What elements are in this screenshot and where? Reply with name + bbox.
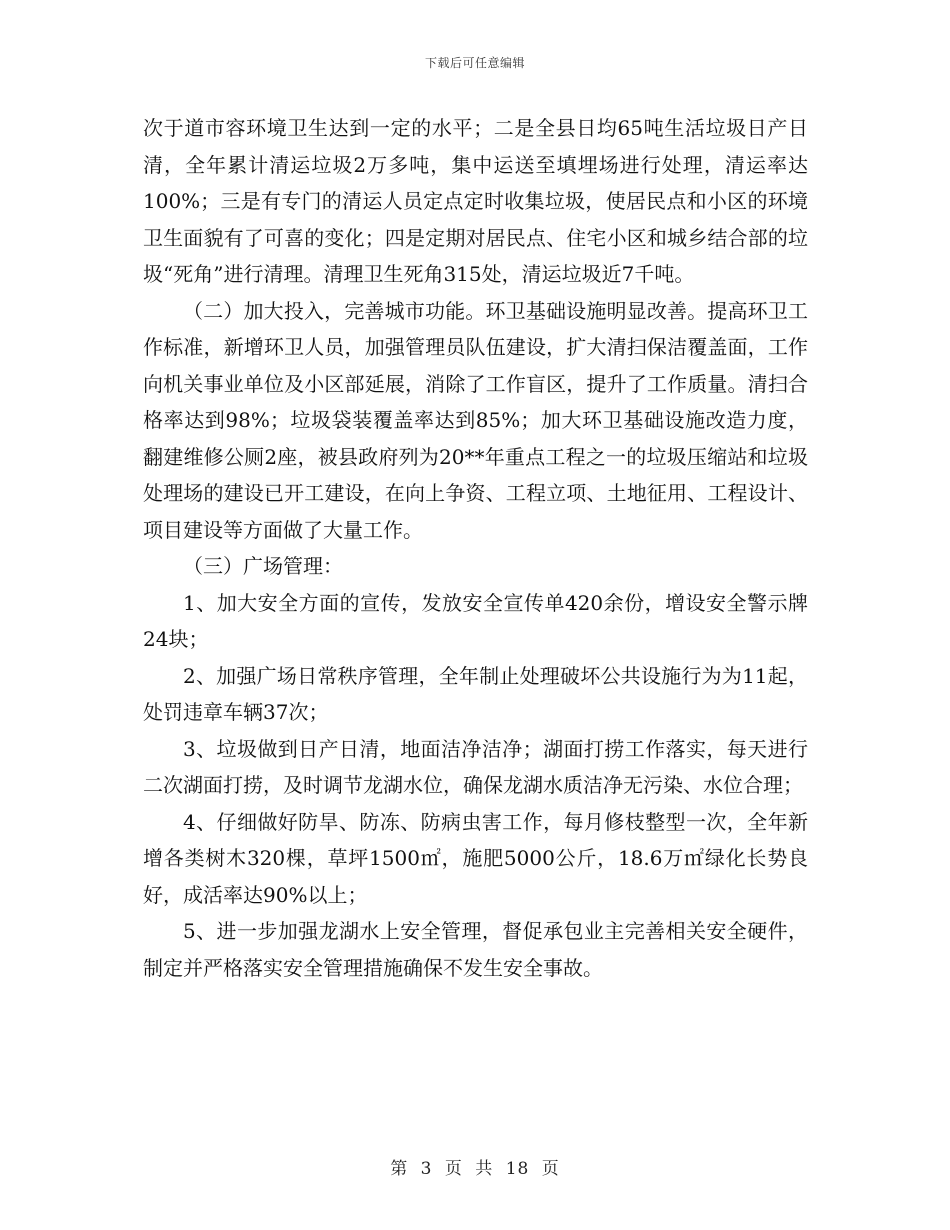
- paragraph-section-three-heading: （三）广场管理：: [183, 554, 343, 578]
- page-header: 下载后可任意编辑: [424, 56, 525, 70]
- paragraph-continuation: 次于道市容环境卫生达到一定的水平；二是全县日均65吨生活垃圾日产日清，全年累计清运垃圾2万多吨，集中运送至填埋场进行处理，清运率达100%；三是有专门的清运人员定点定时收集垃圾，使居民点和小区的环境卫生面貌有了可喜的变化；四是定期对居民点、住宅小区和城乡结合部的垃圾“死角”进行清理。清理卫生死角315处，清运垃圾近7千吨。: [143, 116, 808, 286]
- list-item-5: 5、进一步加强龙湖水上安全管理，督促承包业主完善相关安全硬件，制定并严格落实安全管理措施确保不发生安全事故。: [143, 919, 808, 980]
- list-item-4: 4、仔细做好防旱、防冻、防病虫害工作，每月修枝整型一次，全年新增各类树木320棵，草坪1500㎡，施肥5000公斤，18.6万㎡绿化长势良好，成活率达90%以上；: [143, 809, 808, 907]
- list-item-1: 1、加大安全方面的宣传，发放安全宣传单420余份，增设安全警示牌24块；: [143, 590, 808, 651]
- list-item-3: 3、垃圾做到日产日清，地面洁净洁净；湖面打捞工作落实，每天进行二次湖面打捞，及时调节龙湖水位，确保龙湖水质洁净无污染、水位合理；: [143, 736, 808, 797]
- page-number-footer: 第 3 页 共 18 页: [390, 1159, 560, 1179]
- list-item-2: 2、加强广场日常秩序管理，全年制止处理破坏公共设施行为为11起，处罚违章车辆37次；: [143, 663, 808, 724]
- paragraph-section-two: （二）加大投入，完善城市功能。环卫基础设施明显改善。提高环卫工作标准，新增环卫人员，加强管理员队伍建设，扩大清扫保洁覆盖面，工作向机关事业单位及小区部延展，消除了工作盲区，提升了工作质量。清扫合格率达到98%；垃圾袋装覆盖率达到85%；加大环卫基础设施改造力度，翻建维修公厕2座，被县政府列为20**年重点工程之一的垃圾压缩站和垃圾处理场的建设已开工建设，在向上争资、工程立项、土地征用、工程设计、项目建设等方面做了大量工作。: [143, 298, 808, 542]
- body-text: [143, 110, 808, 986]
